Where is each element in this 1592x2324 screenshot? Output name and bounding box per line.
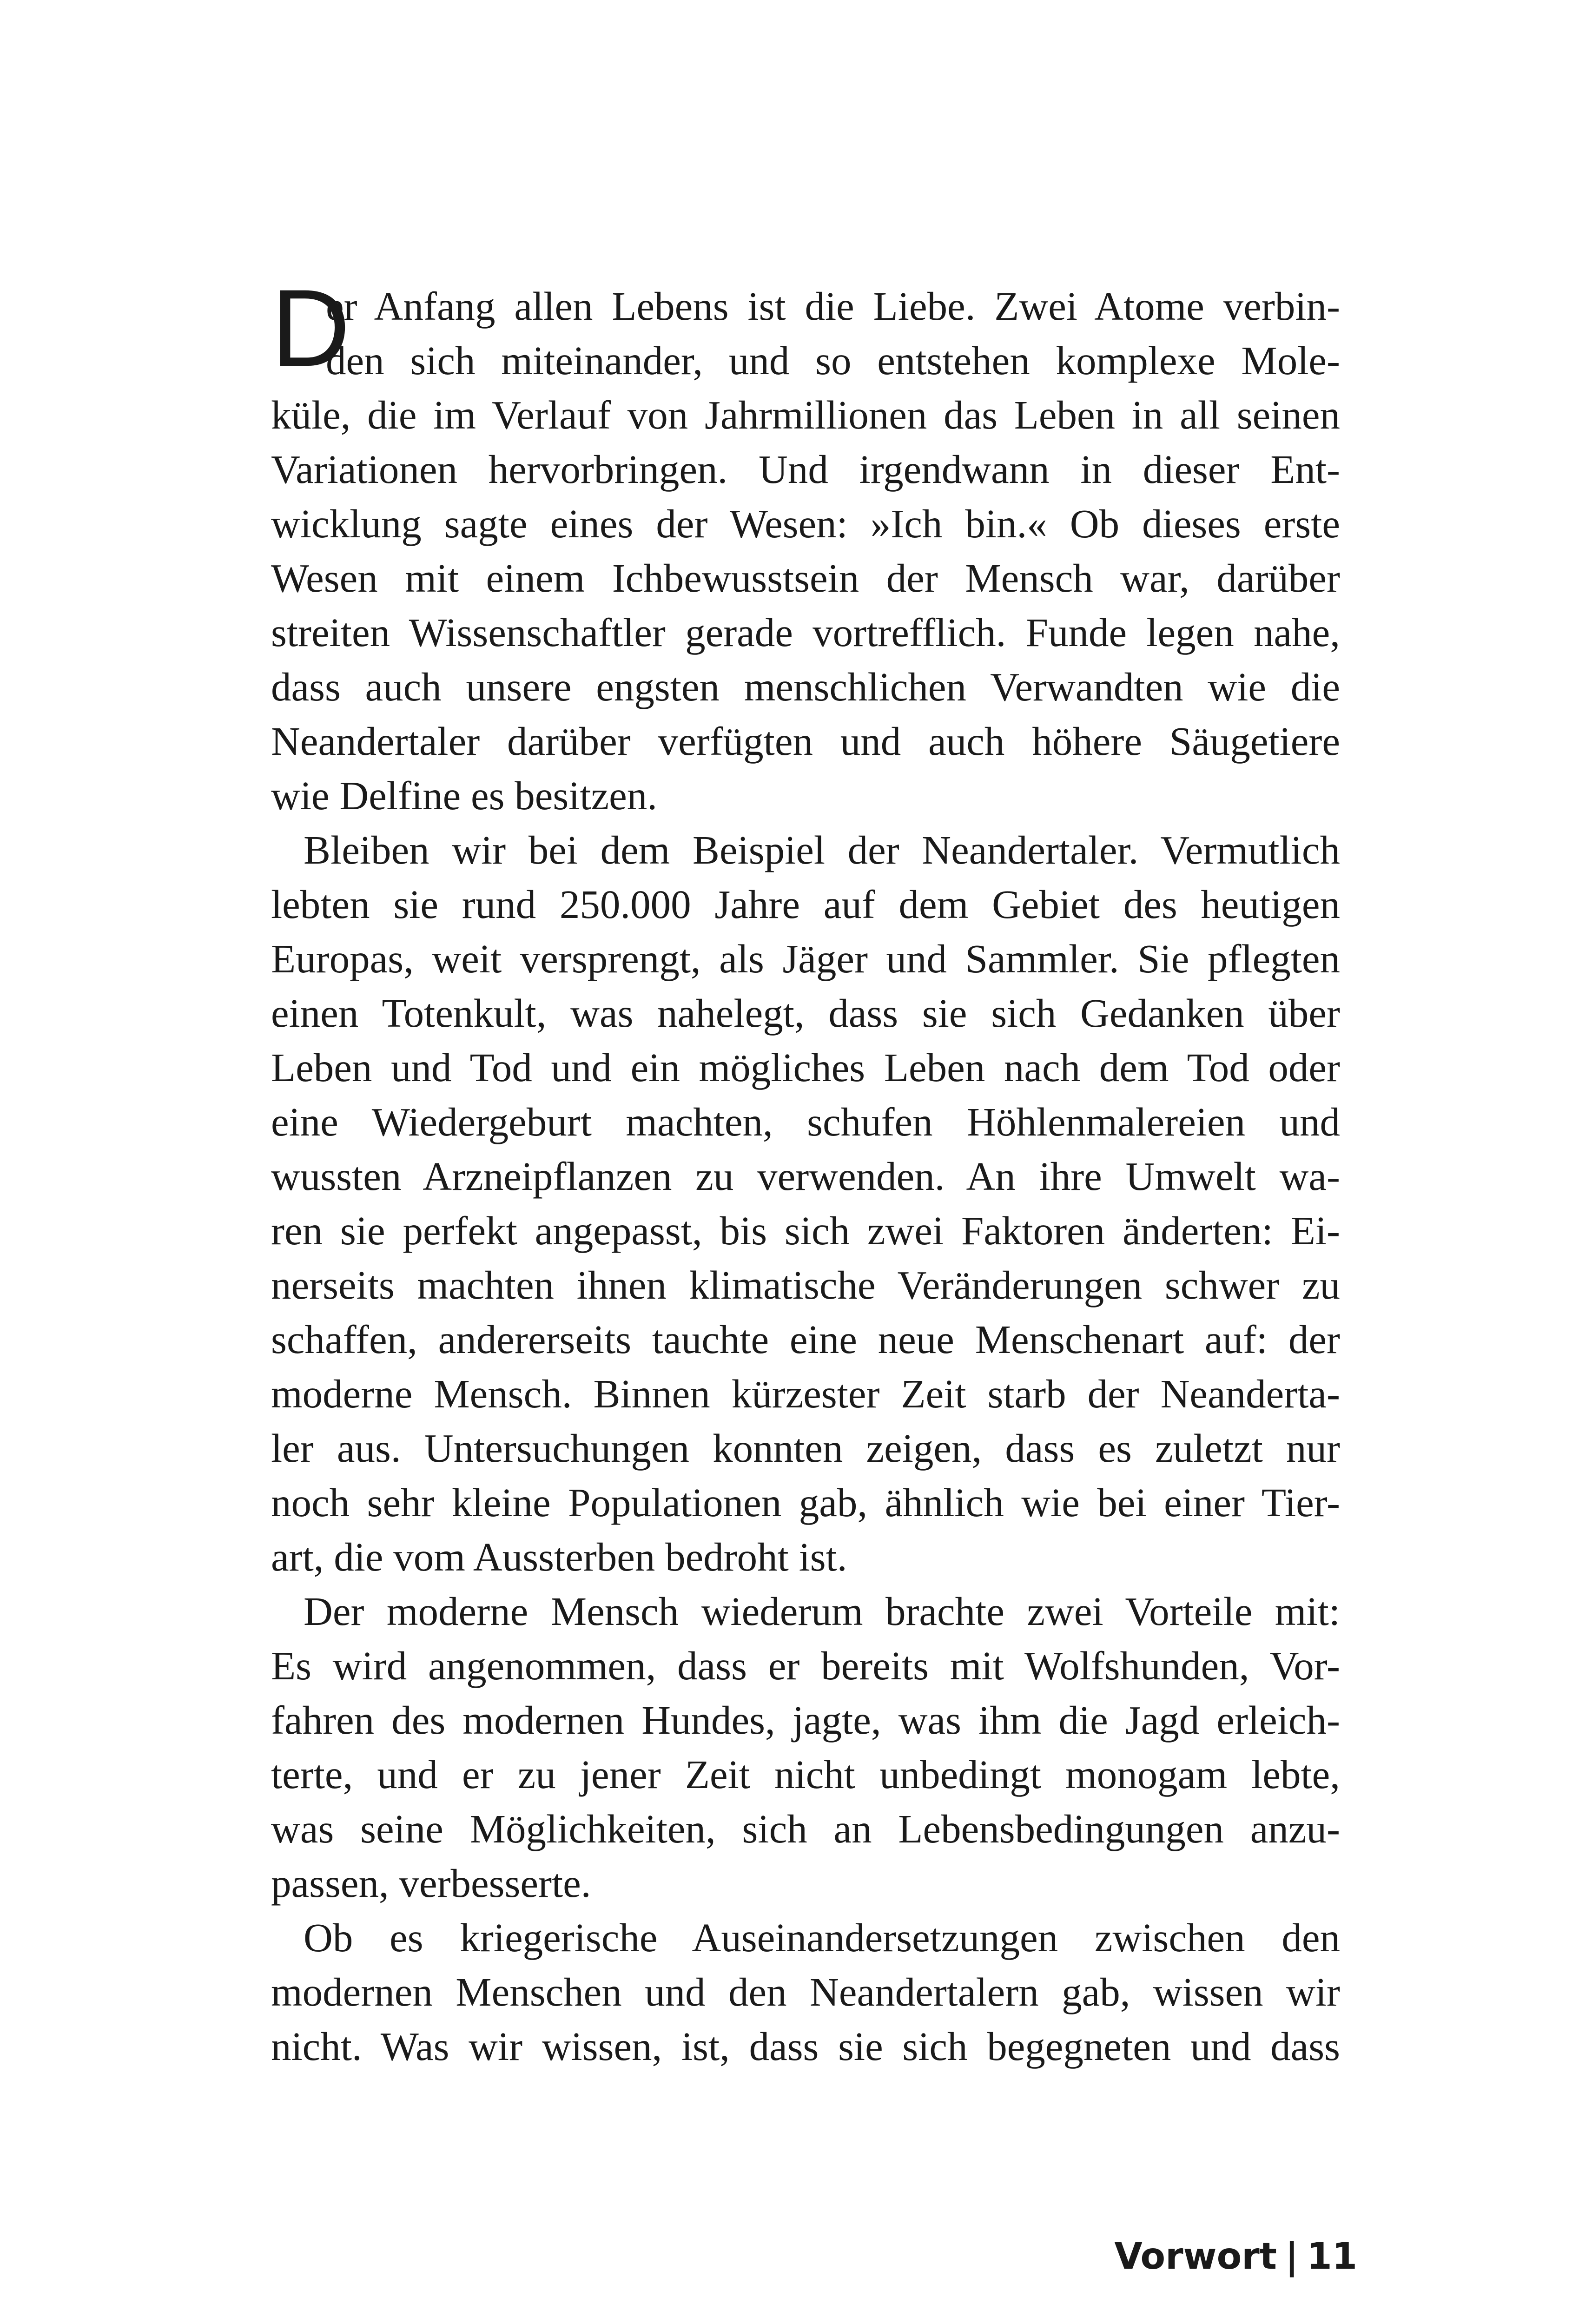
text-line: nicht. Was wir wissen, ist, dass sie sich begegneten und dass [271,2024,1340,2069]
text-line: Neandertaler darüber verfügten und auch höhere Säugetiere [271,719,1340,764]
text-line: nerseits machten ihnen klimatische Veränderungen schwer zu [271,1262,1340,1307]
text-line: einen Totenkult, was nahelegt, dass sie sich Gedanken über [271,990,1340,1036]
text-line: lebten sie rund 250.000 Jahre auf dem Gebiet des heutigen [271,882,1340,927]
body-text [271,267,1340,2073]
text-line: was seine Möglichkeiten, sich an Lebensbedingungen anzu- [271,1806,1340,1851]
text-line: moderne Mensch. Binnen kürzester Zeit starb der Neanderta- [271,1371,1340,1416]
section-title: Vorwort [1114,2236,1277,2278]
text-line: Bleiben wir bei dem Beispiel der Neandertaler. Vermutlich [304,827,1340,872]
text-line: noch sehr kleine Populationen gab, ähnlich wie bei einer Tier- [271,1480,1340,1525]
text-line: fahren des modernen Hundes, jagte, was ihm die Jagd erleich- [271,1697,1340,1743]
text-line: modernen Menschen und den Neandertalern gab, wissen wir [271,1969,1340,2014]
text-line: wicklung sagte eines der Wesen: »Ich bin.« Ob dieses erste [271,501,1340,546]
text-line: art, die vom Aussterben bedroht ist. [271,1534,847,1579]
text-line: eine Wiedergeburt machten, schufen Höhlenmalereien und [271,1099,1340,1144]
text-line: passen, verbesserte. [271,1861,591,1906]
page-number: 11 [1307,2236,1357,2278]
text-line: Es wird angenommen, dass er bereits mit Wolfshunden, Vor- [271,1643,1340,1688]
text-line: küle, die im Verlauf von Jahrmillionen das Leben in all seinen [271,392,1340,437]
text-line: schaffen, andererseits tauchte eine neue Menschenart auf: der [271,1317,1340,1362]
text-line: er Anfang allen Lebens ist die Liebe. Zwei Atome verbin- [326,284,1340,329]
text-line: wie Delfine es besitzen. [271,773,658,818]
text-line: streiten Wissenschaftler gerade vortrefflich. Funde legen nahe, [271,610,1340,655]
text-line: Wesen mit einem Ichbewusstsein der Mensch war, darüber [271,555,1340,601]
text-line: wussten Arzneipflanzen zu verwenden. An ihre Umwelt wa- [271,1154,1340,1199]
text-line: Leben und Tod und ein mögliches Leben nach dem Tod oder [271,1045,1340,1090]
text-line: dass auch unsere engsten menschlichen Verwandten wie die [271,664,1340,709]
text-line: Europas, weit versprengt, als Jäger und Sammler. Sie pflegten [271,936,1340,981]
drop-cap: D [271,267,350,390]
text-line: den sich miteinander, und so entstehen komplexe Mole- [326,338,1340,383]
text-line: ren sie perfekt angepasst, bis sich zwei Faktoren änderten: Ei- [271,1208,1340,1253]
page-footer [1114,2236,1357,2278]
text-line: terte, und er zu jener Zeit nicht unbedingt monogam lebte, [271,1752,1340,1797]
text-line: Ob es kriegerische Auseinandersetzungen zwischen den [304,1915,1340,1960]
footer-separator: | [1285,2236,1299,2278]
text-line: Variationen hervorbringen. Und irgendwann in dieser Ent- [271,447,1340,492]
text-line: ler aus. Untersuchungen konnten zeigen, dass es zuletzt nur [271,1426,1340,1471]
text-line: Der moderne Mensch wiederum brachte zwei Vorteile mit: [304,1589,1340,1634]
